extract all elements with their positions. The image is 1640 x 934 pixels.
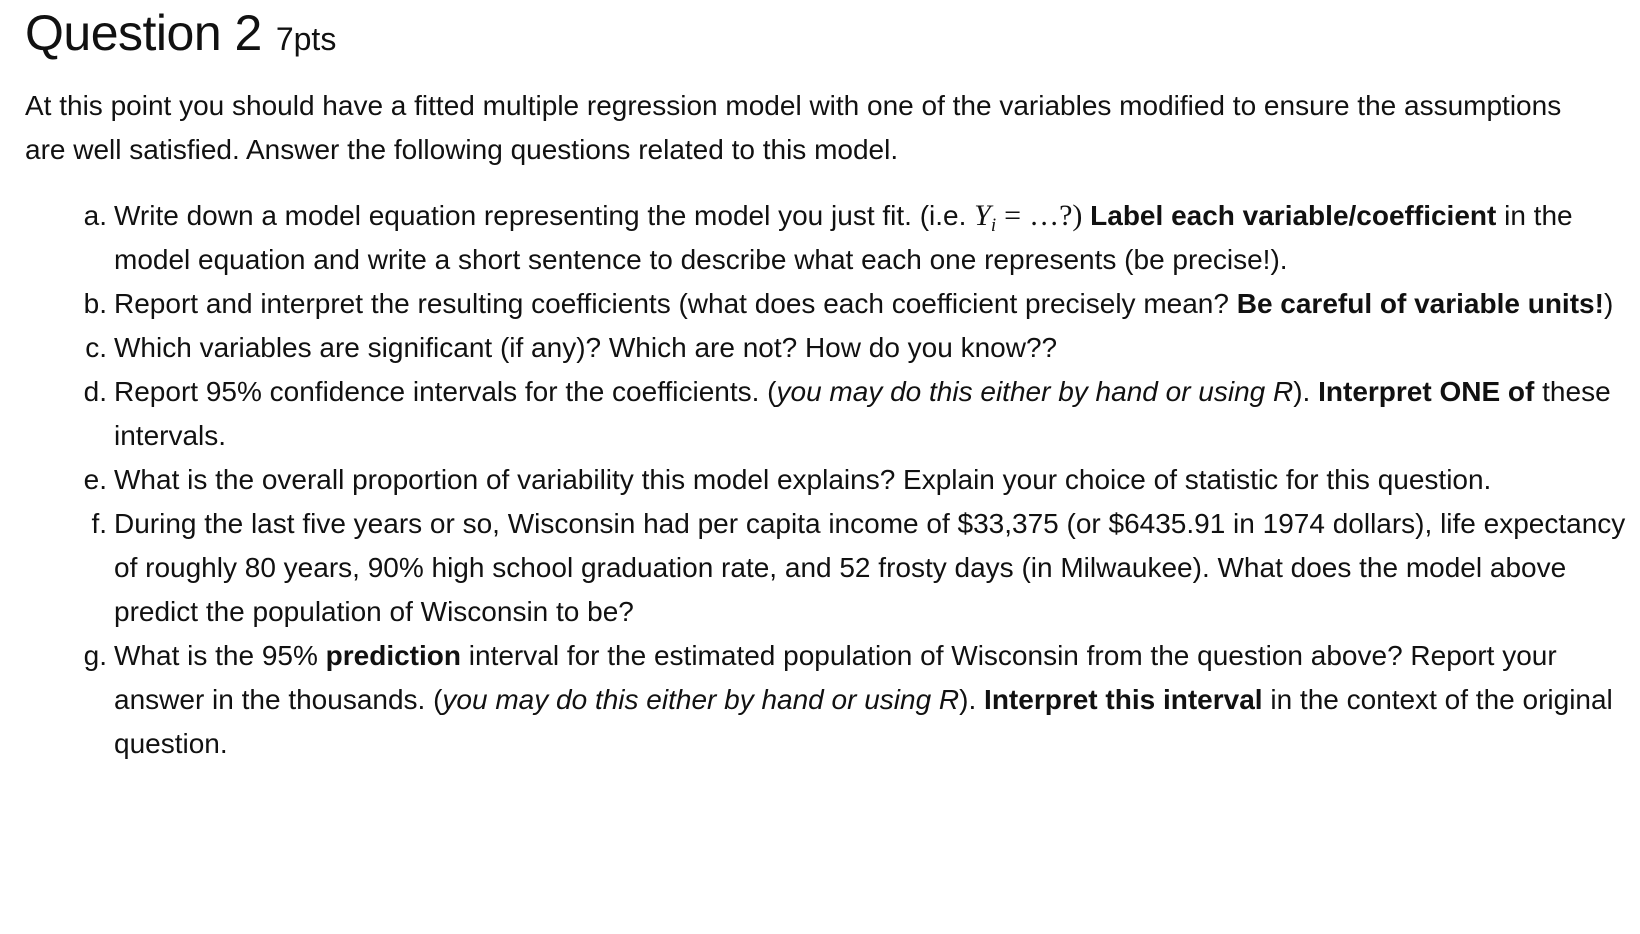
sub-question-marker: c. bbox=[85, 332, 107, 363]
bold-emphasis: prediction bbox=[325, 640, 461, 671]
sub-question-marker: g. bbox=[83, 640, 107, 671]
math-variable: Y bbox=[974, 199, 991, 232]
sub-question-e bbox=[25, 458, 1629, 502]
question-intro: At this point you should have a fitted multiple regression model with one of the variables modified to ensure the assumptions are well satisfied. Answer the following questions related to this model. bbox=[25, 90, 1562, 165]
model-equation-math bbox=[974, 199, 1083, 236]
sub-question-marker: d. bbox=[83, 376, 107, 407]
sub-question-b bbox=[25, 282, 1629, 326]
sub-question-text: ). bbox=[1293, 376, 1319, 407]
sub-question-text: What is the 95% bbox=[114, 640, 326, 671]
sub-question-text: ). bbox=[959, 684, 985, 715]
question-points: 7pts bbox=[275, 21, 337, 57]
sub-question-text: Which variables are significant (if any)? Which are not? How do you know?? bbox=[114, 332, 1058, 363]
sub-question-text: in the model equation and write a short sentence to describe what each one represents (be precise!). bbox=[114, 200, 1573, 275]
question-heading bbox=[25, 5, 1625, 61]
sub-question-d bbox=[25, 370, 1629, 458]
italic-emphasis: you may do this either by hand or using R bbox=[776, 376, 1294, 407]
bold-emphasis: Interpret this interval bbox=[984, 684, 1263, 715]
sub-question-a bbox=[25, 194, 1629, 282]
sub-question-marker: f. bbox=[91, 508, 107, 539]
bold-emphasis: Be careful of variable units! bbox=[1236, 288, 1604, 319]
sub-question-text: Report and interpret the resulting coefficients (what does each coefficient precisely mean? bbox=[114, 288, 1237, 319]
question-title: Question 2 bbox=[25, 5, 262, 61]
sub-question-text: in the context of the original question. bbox=[114, 684, 1613, 759]
sub-question-list bbox=[25, 194, 1625, 766]
sub-question-text: During the last five years or so, Wisconsin had per capita income of $33,375 (or $6435.91 in 1974 dollars), life expectancy of roughly 80 years, 90% high school graduation rate, and 52 frosty days (in Milwaukee). What does the model above predict the population of Wisconsin to be? bbox=[114, 508, 1626, 627]
bold-emphasis: Label each variable/coefficient bbox=[1090, 200, 1497, 231]
math-ellipsis: …?) bbox=[1029, 199, 1083, 232]
sub-question-marker: a. bbox=[83, 200, 107, 231]
sub-question-g bbox=[25, 634, 1629, 766]
sub-question-text: Write down a model equation representing the model you just fit. (i.e. bbox=[114, 200, 975, 231]
sub-question-text: What is the overall proportion of variability this model explains? Explain your choice of statistic for this question. bbox=[114, 464, 1492, 495]
math-subscript: i bbox=[990, 215, 997, 236]
question-card bbox=[25, 5, 1626, 766]
bold-emphasis: Interpret ONE of bbox=[1318, 376, 1535, 407]
italic-emphasis: you may do this either by hand or using R bbox=[442, 684, 960, 715]
sub-question-marker: b. bbox=[83, 288, 107, 319]
sub-question-marker: e. bbox=[83, 464, 107, 495]
sub-question-text: these intervals. bbox=[114, 376, 1611, 451]
math-equals: = bbox=[1004, 199, 1022, 232]
sub-question-f bbox=[25, 502, 1629, 634]
sub-question-text: Report 95% confidence intervals for the coefficients. ( bbox=[114, 376, 777, 407]
sub-question-text: ) bbox=[1603, 288, 1614, 319]
sub-question-c bbox=[25, 326, 1629, 370]
sub-question-text: interval for the estimated population of Wisconsin from the question above? Report your answer in the thousands. ( bbox=[114, 640, 1557, 715]
